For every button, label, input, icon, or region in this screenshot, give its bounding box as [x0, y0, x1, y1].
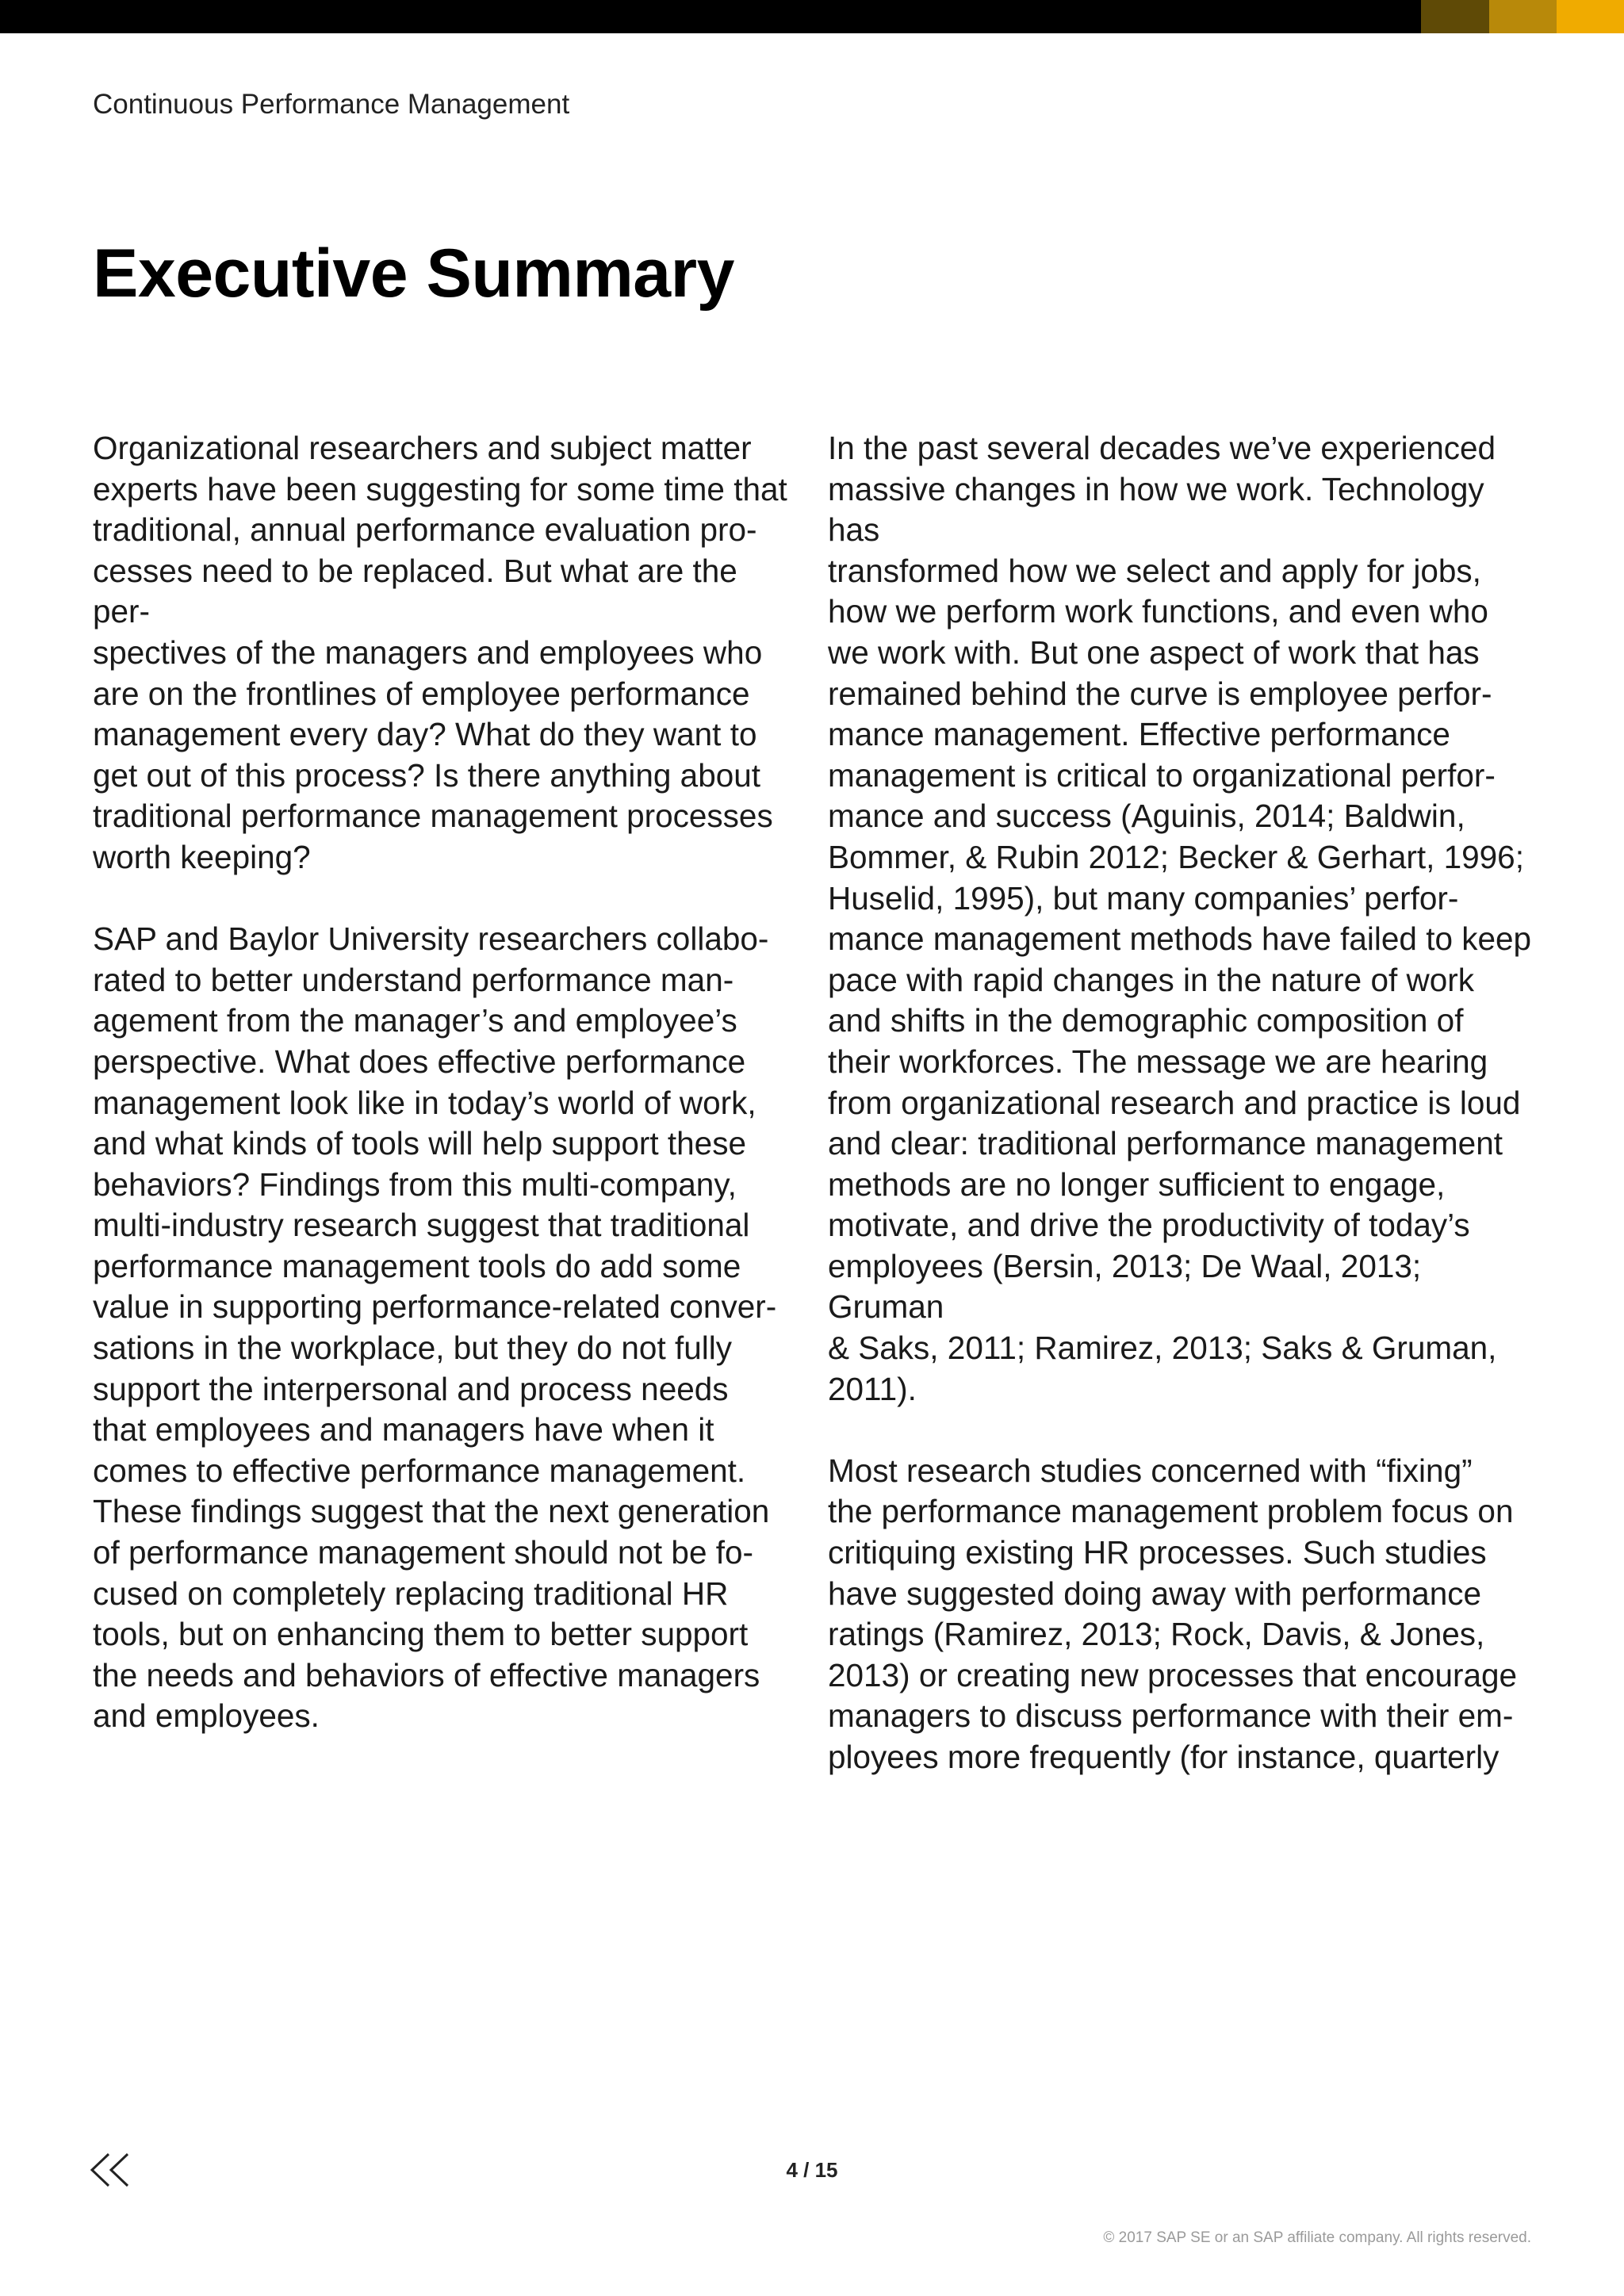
left-column	[93, 428, 802, 1778]
double-chevron-left-icon[interactable]	[87, 2150, 135, 2190]
body-paragraph: In the past several decades we’ve experienced massive changes in how we work. Technology has transformed how we select and apply for jobs, how we perform work functions, and even who we work with. But one aspect of work that has remained behind the curve is employee perfor- mance management. Effective performance management is critical to organizational perfor- mance and success (Aguinis, 2014; Baldwin, Bommer, & Rubin 2012; Becker & Gerhart, 1996; Huselid, 1995), but many companies’ perfor- mance management methods have failed to keep pace with rapid changes in the nature of work and shifts in the demographic composition of their workforces. The message we are hearing from organizational research and practice is loud and clear: traditional performance management methods are no longer sufficient to engage, motivate, and drive the productivity of today’s employees (Bersin, 2013; De Waal, 2013; Gruman & Saks, 2011; Ramirez, 2013; Saks & Gruman, 2011).	[828, 430, 1532, 1407]
body-paragraph: Organizational researchers and subject matter experts have been suggesting for some time that traditional, annual performance evaluation pro- cesses need to be replaced. But what are the per- spectives of the managers and employees who are on the frontlines of employee performance management every day? What do they want to get out of this process? Is there anything about traditional performance management processes worth keeping?	[93, 430, 787, 875]
top-color-bar	[0, 0, 1624, 33]
page-title: Executive Summary	[93, 235, 734, 312]
copyright-notice: © 2017 SAP SE or an SAP affiliate company. All rights reserved.	[1103, 2229, 1531, 2246]
running-header: Continuous Performance Management	[93, 89, 570, 120]
right-column	[828, 428, 1538, 1819]
accent-bar-bright	[1557, 0, 1624, 33]
accent-bar-mid	[1489, 0, 1557, 33]
body-paragraph: Most research studies concerned with “fixing” the performance management problem focus on critiquing existing HR processes. Such studies have suggested doing away with performance ratings (Ramirez, 2013; Rock, Davis, & Jones, 2013) or creating new processes that encourage managers to discuss performance with their em- ployees more frequently (for instance, quarterly	[828, 1452, 1518, 1775]
body-paragraph: SAP and Baylor University researchers collabo- rated to better understand performance man- agement from the manager’s and employee’s perspective. What does effective performance management look like in today’s world of work, and what kinds of tools will help support these behaviors? Findings from this multi-company, multi-industry research suggest that traditional performance management tools do add some value in supporting performance-related conver- sations in the workplace, but they do not fully support the interpersonal and process needs that employees and managers have when it comes to effective performance management. These findings suggest that the next generation of performance management should not be fo- cused on completely replacing traditional HR tools, but on enhancing them to better support the needs and behaviors of effective managers and employees.	[93, 920, 777, 1735]
accent-bar-dark	[1421, 0, 1489, 33]
page-indicator: 4 / 15	[786, 2158, 838, 2182]
